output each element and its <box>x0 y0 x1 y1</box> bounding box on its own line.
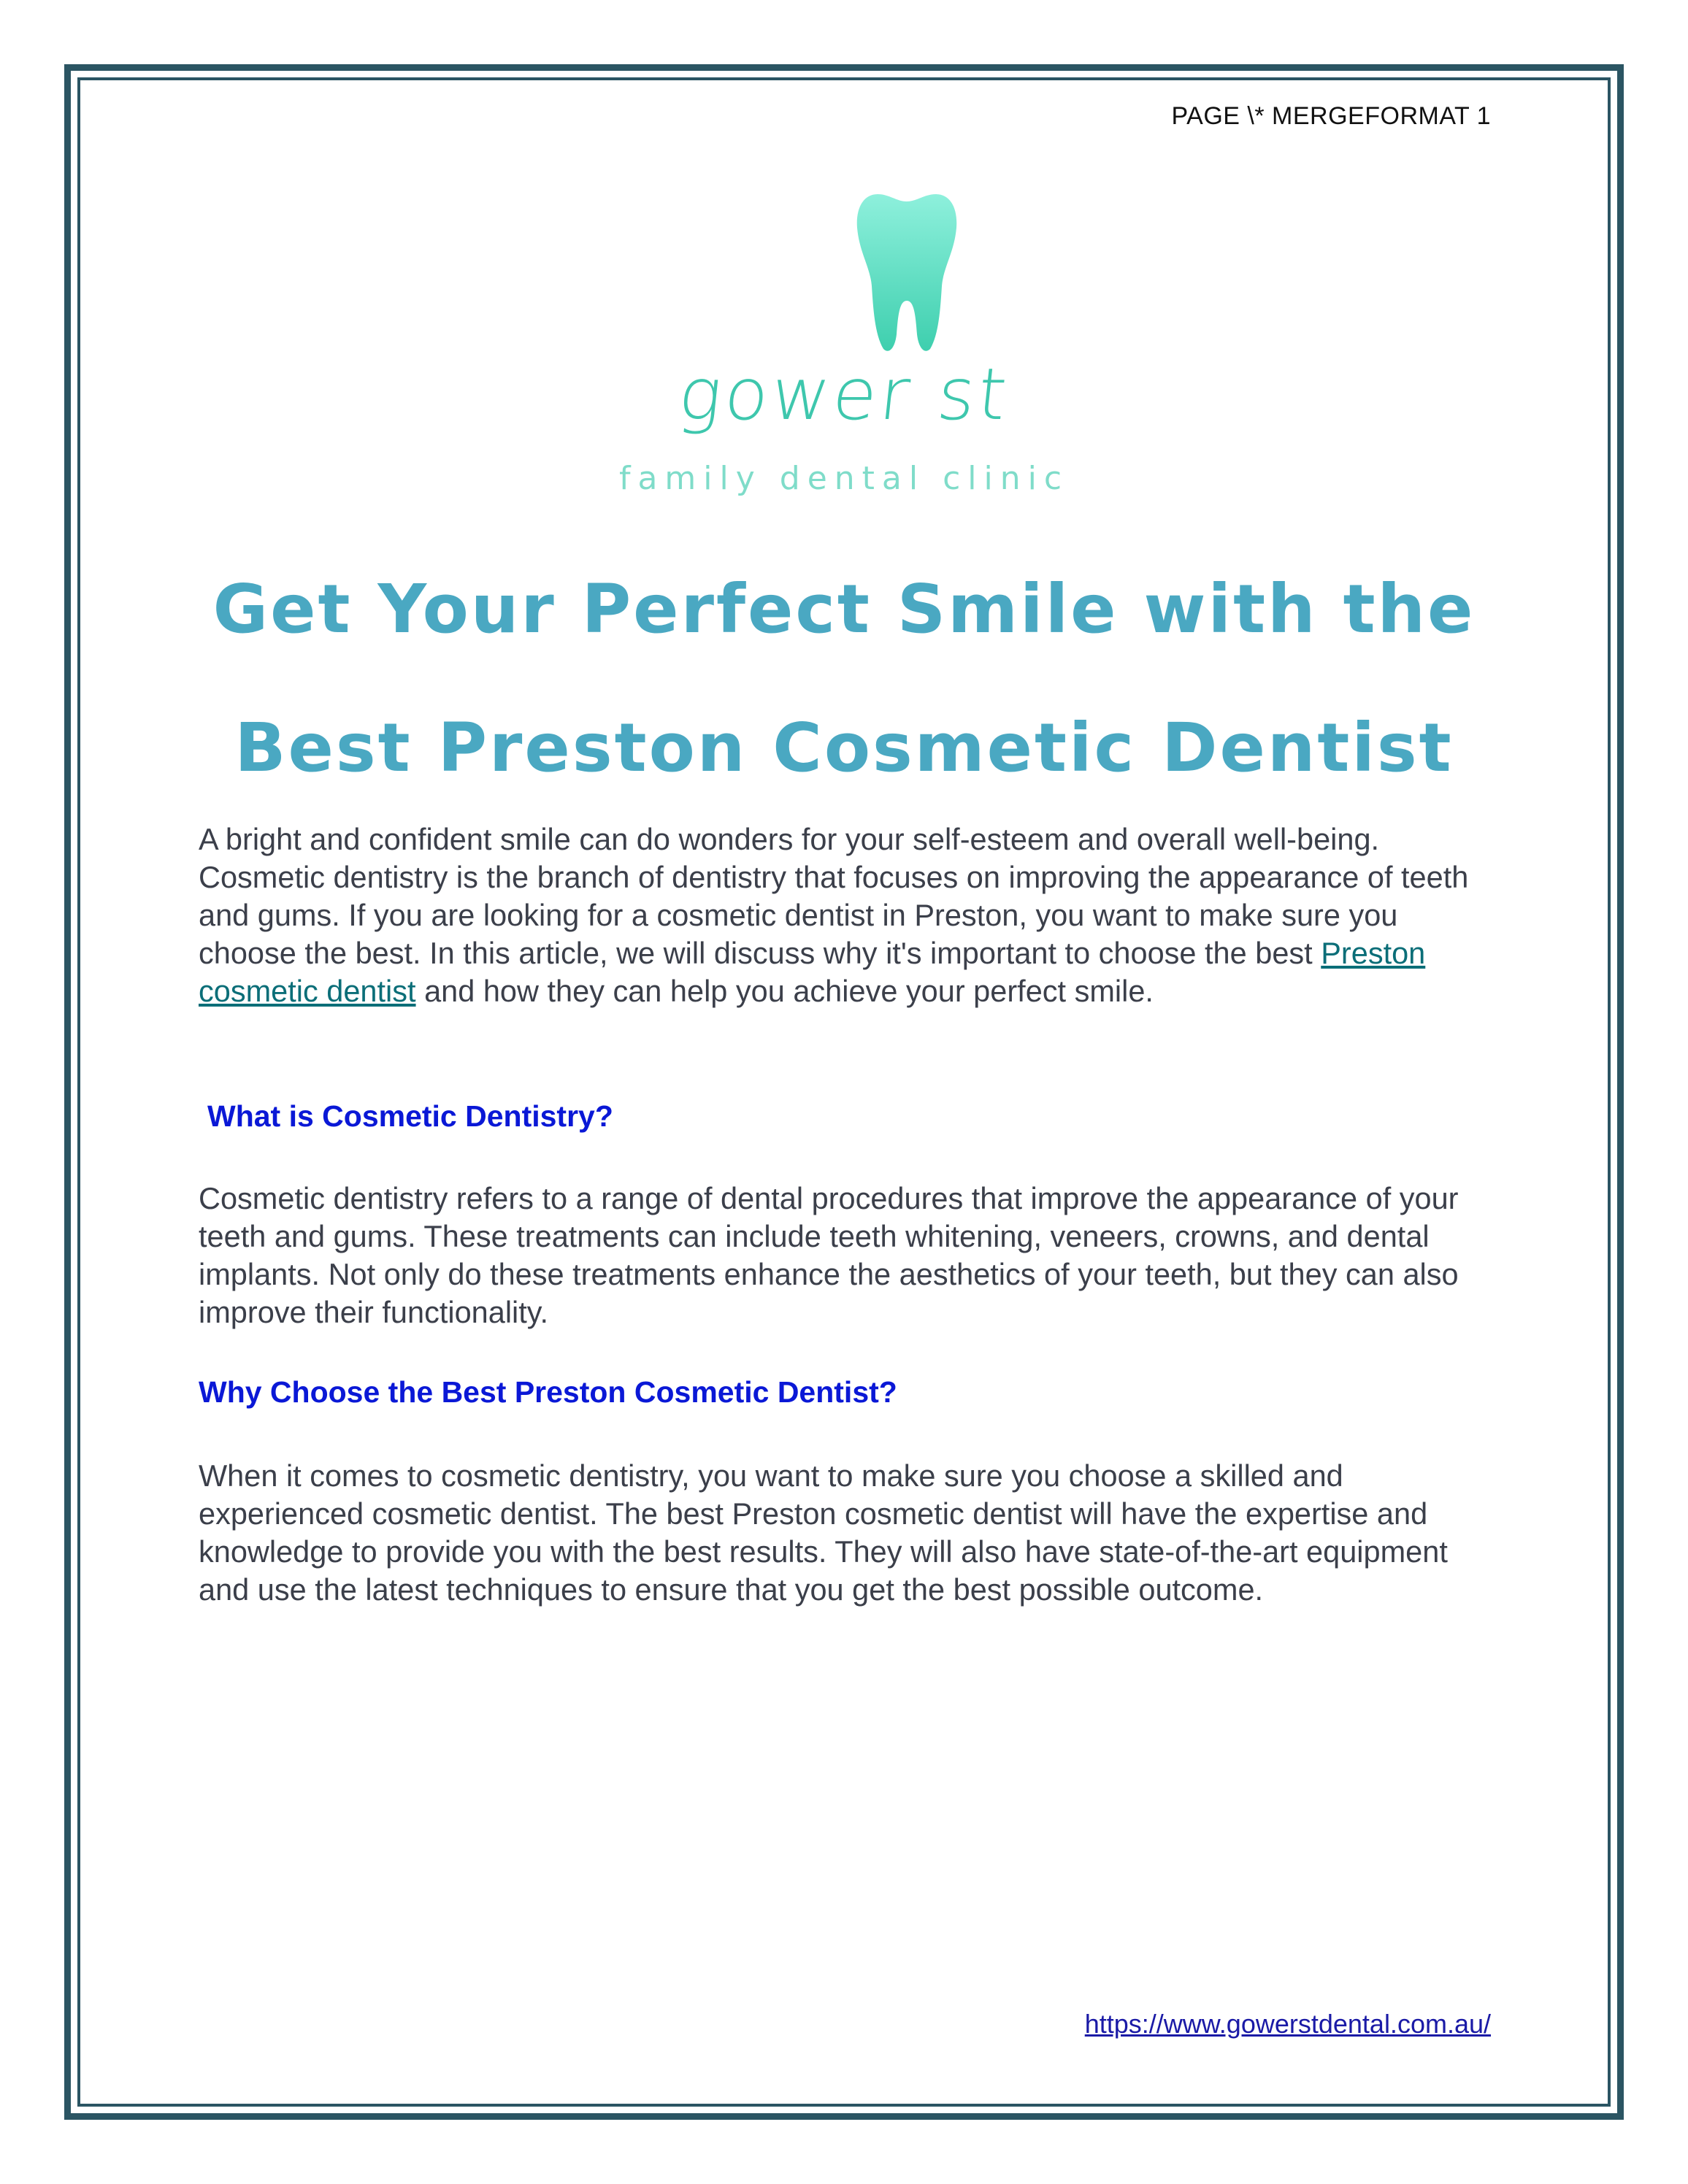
page-title <box>146 540 1542 818</box>
website-link[interactable]: https://www.gowerstdental.com.au/ <box>1084 2009 1491 2039</box>
section-body-why-choose: When it comes to cosmetic dentistry, you want to make sure you choose a skilled and experienced cosmetic dentist. The best Preston cosmetic dentist will have the expertise and knowledge to provide you with the best results. They will also have state-of-the-art equipment and use the latest techniques to ensure that you get the best possible outcome. <box>199 1458 1448 1607</box>
clinic-logo <box>0 191 1688 512</box>
section-body-what-is: Cosmetic dentistry refers to a range of dental procedures that improve the appearance of your teeth and gums. These treatments can include teeth whitening, veneers, crowns, and dental implants. Not only do these treatments enhance the aesthetics of your teeth, but they can also improve their functionality. <box>199 1181 1459 1329</box>
preston-cosmetic-dentist-link[interactable]: Preston cosmetic dentist <box>199 936 1426 1008</box>
logo-name: gower st <box>674 353 1014 437</box>
intro-text-after: and how they can help you achieve your perfect smile. <box>415 974 1154 1008</box>
logo-tagline: family dental clinic <box>618 460 1070 497</box>
tooth-icon <box>856 191 958 353</box>
page-number-field: PAGE \* MERGEFORMAT 1 <box>1171 102 1491 130</box>
intro-text-before: A bright and confident smile can do wonders for your self-esteem and overall well-being. Cosmetic dentistry is the branch of dentistry that focuses on improving the appearance of teeth and gums. If you are looking for a cosmetic dentist in Preston, you want to make sure you choose the best. In this article, we will discuss why it's important to choose the best <box>199 822 1469 970</box>
section-heading-what-is: What is Cosmetic Dentistry? <box>207 1099 613 1133</box>
title-line-1: Get Your Perfect Smile with the <box>212 570 1476 648</box>
section-heading-why-choose: Why Choose the Best Preston Cosmetic Dentist? <box>199 1375 897 1409</box>
intro-paragraph <box>199 820 1491 1010</box>
title-line-2: Best Preston Cosmetic Dentist <box>234 709 1454 787</box>
